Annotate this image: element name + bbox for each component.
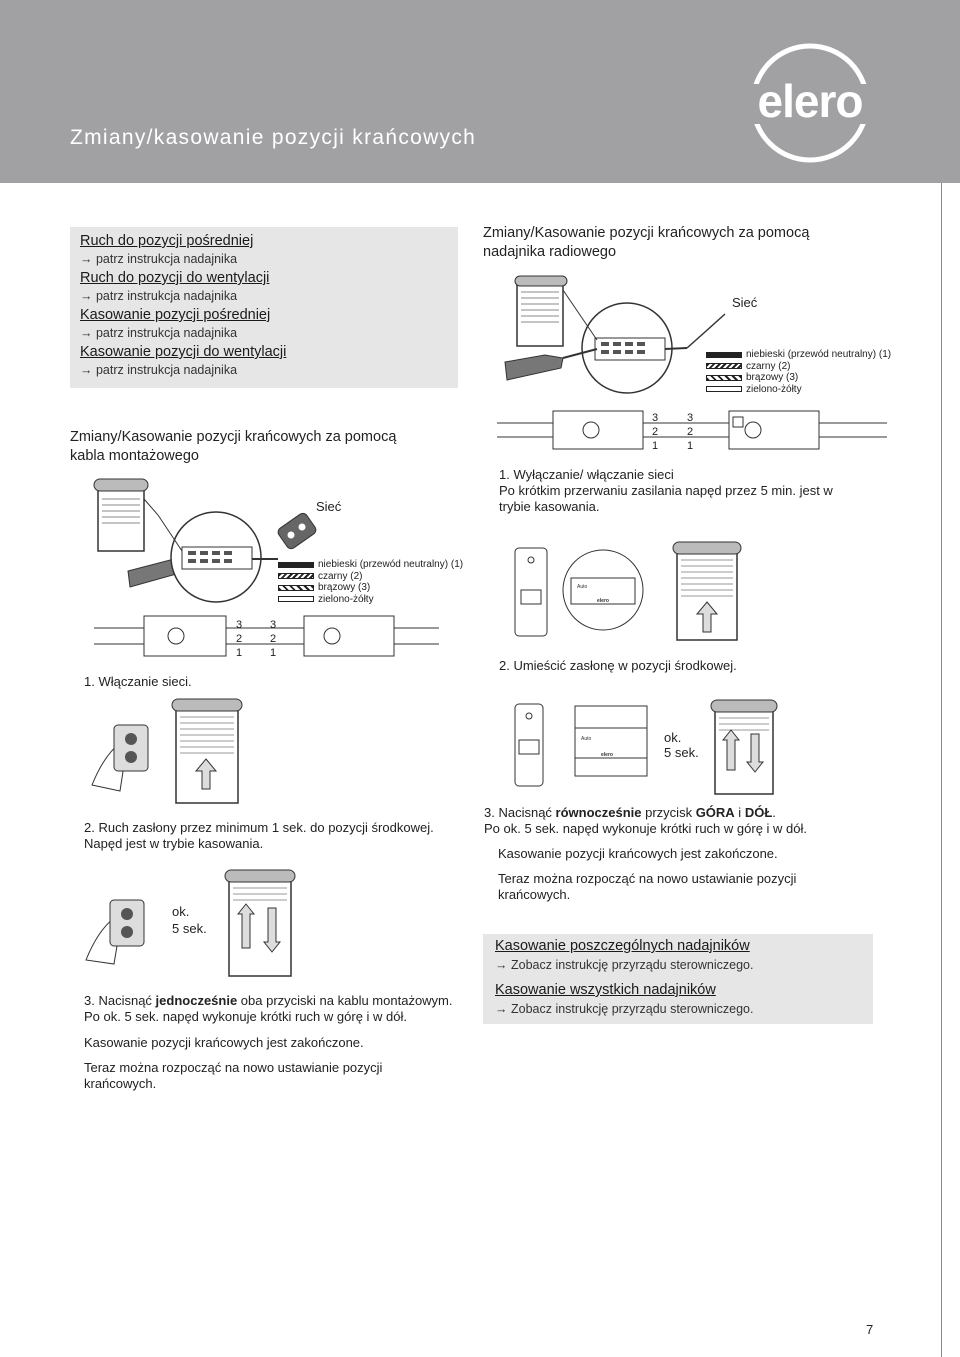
info-note: → patrz instrukcja nadajnika (80, 289, 238, 303)
info-note: → Zobacz instrukcję przyrządu sterowniczego. (495, 1002, 754, 1016)
radio-terminal-illustration (497, 405, 887, 455)
info-box-remote-functions (70, 227, 458, 388)
wire-brown-swatch (278, 585, 314, 591)
info-note: → patrz instrukcja nadajnika (80, 252, 238, 266)
remote-press-illustration (505, 700, 780, 800)
arrow-icon: → (80, 363, 93, 377)
blind-window-icon (94, 479, 148, 551)
svg-text:elero: elero (597, 598, 609, 604)
svg-text:2: 2 (236, 633, 243, 645)
svg-text:1: 1 (652, 440, 659, 452)
cable-step-3: 3. Nacisnąć jednocześnie oba przyciski na kablu montażowym. Po ok. 5 sek. napęd wykonuje krótki ruch w górę i w dół. (84, 993, 453, 1024)
page-title: Zmiany/kasowanie pozycji krańcowych (70, 126, 477, 149)
info-item (80, 269, 458, 306)
radio-step-2: 2. Umieścić zasłonę w pozycji środkowej. (499, 658, 737, 673)
wire-blue-swatch (278, 562, 314, 568)
wire-green-yellow-swatch (706, 386, 742, 392)
blind-window-icon (172, 699, 242, 803)
info-heading: Kasowanie wszystkich nadajników (495, 982, 716, 998)
svg-text:3: 3 (652, 412, 659, 424)
arrow-icon: → (80, 289, 93, 303)
svg-text:Auto: Auto (581, 736, 592, 742)
mains-label: Sieć (732, 295, 758, 310)
radio-step-1: 1. Wyłączanie/ włączanie sieci Po krótkim przerwaniu zasilania napęd przez 5 min. jest w trybie kasowania. (499, 467, 833, 514)
legend-row: zielono-żółty (706, 384, 891, 396)
cable-switch-icon (276, 511, 318, 550)
arrow-icon: → (80, 326, 93, 340)
info-item (80, 306, 458, 343)
info-heading: Kasowanie pozycji do wentylacji (80, 344, 287, 360)
svg-text:2: 2 (270, 633, 277, 645)
timer-label-cable: ok. 5 sek. (172, 904, 207, 936)
blind-window-icon (225, 870, 295, 976)
timer-label-radio: ok. 5 sek. (664, 730, 699, 760)
legend-row: brązowy (3) (278, 582, 463, 594)
svg-text:1: 1 (687, 440, 694, 452)
cable-terminal-illustration (94, 612, 439, 662)
svg-text:1: 1 (236, 647, 243, 659)
wire-blue-swatch (706, 352, 742, 358)
cable-restart-text: Teraz można rozpocząć na nowo ustawianie pozycji krańcowych. (84, 1060, 383, 1091)
svg-text:2: 2 (652, 426, 659, 438)
info-heading: Kasowanie pozycji pośredniej (80, 307, 271, 323)
svg-text:3: 3 (236, 619, 243, 631)
info-note: → patrz instrukcja nadajnika (80, 326, 238, 340)
svg-text:elero: elero (601, 752, 613, 758)
blind-window-icon (711, 700, 777, 794)
info-heading: Ruch do pozycji pośredniej (80, 233, 254, 249)
svg-text:Auto: Auto (577, 584, 588, 590)
cable-step-2: 2. Ruch zasłony przez minimum 1 sek. do pozycji środkowej. Napęd jest w trybie kasowania. (84, 820, 434, 851)
legend-row: zielono-żółty (278, 594, 463, 606)
svg-text:elero: elero (757, 75, 863, 127)
cable-section-heading: Zmiany/Kasowanie pozycji krańcowych za pomocą kabla montażowego (70, 429, 397, 464)
radio-step-3: 3. Nacisnąć równocześnie przycisk GÓRA i DÓŁ. Po ok. 5 sek. napęd wykonuje krótki ruch w górę i w dół. (484, 805, 807, 836)
svg-text:3: 3 (270, 619, 277, 631)
info-heading: Ruch do pozycji do wentylacji (80, 270, 270, 286)
info-note: → Zobacz instrukcję przyrządu sterowniczego. (495, 958, 754, 972)
remote-icon (515, 548, 547, 636)
mains-label-cable: Sieć (316, 499, 342, 514)
info-heading: Kasowanie poszczególnych nadajników (495, 938, 750, 954)
svg-text:1: 1 (270, 647, 277, 659)
radio-restart-text: Teraz można rozpocząć na nowo ustawianie pozycji krańcowych. (498, 871, 797, 902)
page-number: 7 (866, 1322, 874, 1337)
info-note: → patrz instrukcja nadajnika (80, 363, 238, 377)
info-item (495, 936, 873, 975)
legend-row: czarny (2) (706, 361, 891, 373)
blind-window-icon (673, 542, 741, 640)
cable-switch-icon (110, 900, 144, 946)
legend-row: niebieski (przewód neutralny) (1) (706, 349, 891, 361)
arrow-icon: → (495, 1002, 508, 1016)
wire-legend-cable (278, 559, 463, 605)
elero-logo (722, 40, 898, 166)
radio-section-heading: Zmiany/Kasowanie pozycji krańcowych za pomocą nadajnika radiowego (483, 225, 810, 260)
wire-black-swatch (278, 573, 314, 579)
info-item (80, 232, 458, 269)
radio-done-text: Kasowanie pozycji krańcowych jest zakończone. (498, 846, 778, 861)
info-item (495, 980, 873, 1019)
legend-row: niebieski (przewód neutralny) (1) (278, 559, 463, 571)
remote-icon (515, 704, 543, 786)
cable-done-text: Kasowanie pozycji krańcowych jest zakończone. (84, 1035, 364, 1050)
cable-step-1: 1. Włączanie sieci. (84, 674, 192, 689)
arrow-icon: → (495, 958, 508, 972)
wire-green-yellow-swatch (278, 596, 314, 602)
remote-and-blind-illustration (505, 540, 755, 650)
page-edge-line (941, 183, 942, 1357)
legend-row: brązowy (3) (706, 372, 891, 384)
wire-brown-swatch (706, 375, 742, 381)
hand-switch-blind-illustration (90, 695, 250, 810)
blind-window-icon (515, 276, 567, 346)
arrow-icon: → (80, 252, 93, 266)
info-box-delete-transmitters (483, 934, 873, 1024)
info-item (80, 343, 458, 380)
wire-black-swatch (706, 363, 742, 369)
cable-switch-icon (114, 725, 148, 771)
legend-row: czarny (2) (278, 571, 463, 583)
svg-text:2: 2 (687, 426, 694, 438)
wire-legend (706, 349, 891, 395)
svg-text:3: 3 (687, 412, 694, 424)
